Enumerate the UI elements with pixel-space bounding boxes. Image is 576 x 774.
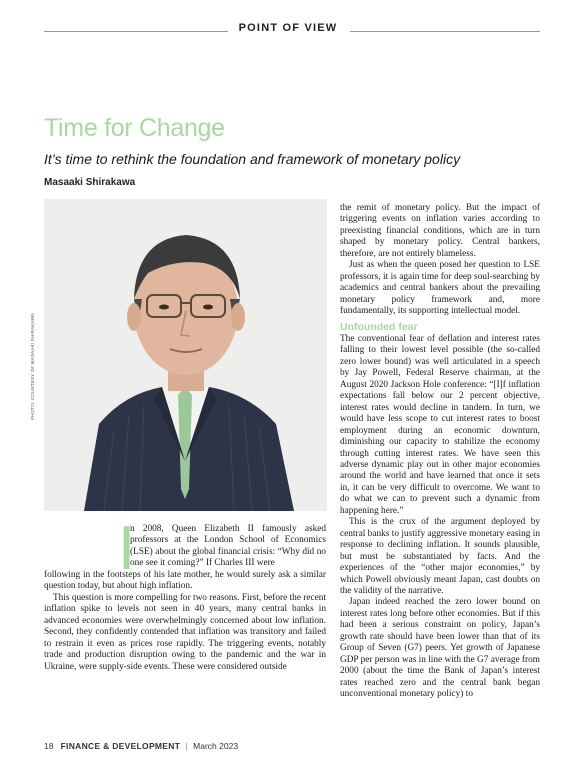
- section-label: POINT OF VIEW: [238, 22, 338, 34]
- page-footer: [44, 741, 238, 751]
- portrait-illustration: [44, 199, 327, 511]
- page-number: 18: [44, 741, 54, 751]
- article-title: Time for Change: [44, 114, 225, 142]
- right-column: [340, 203, 540, 700]
- section-subhead: Unfounded fear: [340, 320, 418, 333]
- footer-separator: |: [185, 741, 188, 751]
- body-paragraph: This question is more compelling for two reasons. First, before the recent inflation spike to levels not seen in 40 years, many central banks in advanced economies were overwhelmingly concerned about low inflation. Second, they confidently contended that inflation was transitory and failed to restrain it even as prices rose rapidly. The triggering events, notably trade and production disruption owing to the pandemic and the war in Ukraine, were supply-side events. These were considered outside: [44, 592, 326, 672]
- drop-cap-letter: I: [118, 514, 136, 583]
- body-paragraph: following in the footsteps of his late mother, he would surely ask a similar question today, but about high inflation.: [44, 570, 326, 592]
- body-paragraph: the remit of monetary policy. But the impact of triggering events on inflation varies according to preexisting financial conditions, which are in turn shaped by monetary policy. Central bankers, therefore, are not entirely blameless.: [340, 203, 540, 259]
- article-subtitle: It’s time to rethink the foundation and framework of monetary policy: [44, 151, 461, 167]
- issue-date: March 2023: [193, 741, 239, 751]
- author-byline: Masaaki Shirakawa: [44, 177, 136, 188]
- author-photo: [44, 199, 327, 511]
- body-paragraph: This is the crux of the argument deployed by central banks to justify aggressive monetary easing in response to declining inflation. It sounds plausible, but must be substantiated by facts. And the experiences of the “other major economies,” by which Powell obviously meant Japan, cast doubts on the validity of the narrative.: [340, 517, 540, 596]
- body-paragraph: Just as when the queen posed her question to LSE professors, it is again time for deep soul-searching by academics and central bankers about the prevailing monetary policy framework and, more fundamentally, its supporting intellectual model.: [340, 260, 540, 317]
- left-column-body: [44, 570, 326, 673]
- magazine-name: FINANCE & DEVELOPMENT: [60, 741, 181, 751]
- body-paragraph: n 2008, Queen Elizabeth II famously asked professors at the London School of Economics (LSE) about the global financial crisis: “Why did no one see it coming?” If Charles III were: [130, 524, 326, 569]
- left-column-intro: [130, 524, 326, 570]
- body-paragraph: The conventional fear of deflation and interest rates falling to their lowest level possible (the so-called zero lower bound) was well articulated in a speech by Jay Powell, Federal Reserve chairman, at the August 2020 Jackson Hole conference: “[I]f inflation expectations fall below our 2 percent objective, interest rates would decline in tandem. In turn, we would have less scope to cut interest rates to boost employment during an economic downturn, diminishing our capacity to stabilize the economy through cutting interest rates. We have seen this adverse dynamic play out in other major economies around the world and have learned that once it sets in, it can be very difficult to overcome. We want to do what we can to prevent such a dynamic from happening here.”: [340, 333, 540, 516]
- photo-credit: PHOTO: COURTESY OF MASAAKI SHIRAKAWA: [30, 312, 35, 420]
- body-paragraph: Japan indeed reached the zero lower bound on interest rates long before other economies. But if this had been a serious constraint on policy, Japan’s growth rate should have been lower than that of its Group of Seven (G7) peers. Yet growth of Japanese GDP per person was in line with the G7 average from 2000 (about the time the Bank of Japan’s interest rates reached zero and the central bank began unconventional monetary policy) to: [340, 597, 541, 700]
